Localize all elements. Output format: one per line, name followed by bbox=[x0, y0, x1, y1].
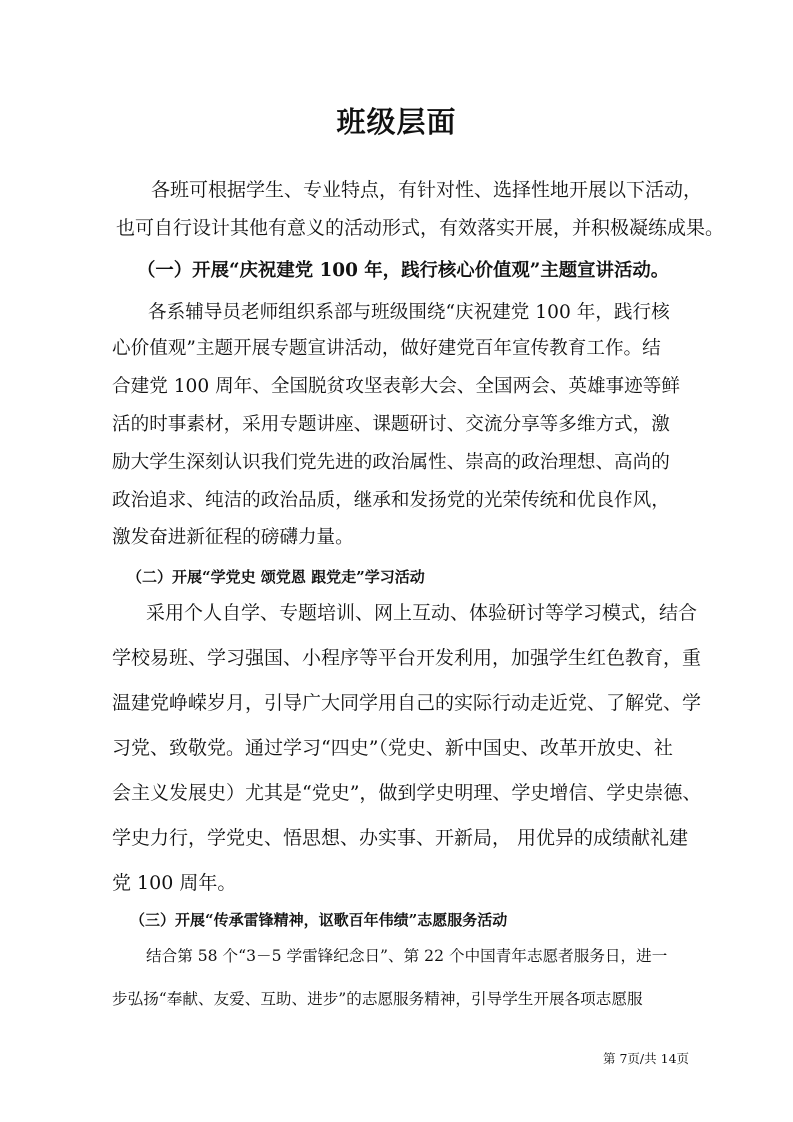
section-1-line: 激发奋进新征程的磅礴力量。 bbox=[112, 527, 354, 548]
section-2-line: 温建党峥嵘岁月，引导广大同学用自己的实际行动走近党、了解党、学 bbox=[112, 692, 702, 714]
section-2-heading: （二）开展“学党史 颂党恩 跟党走”学习活动 bbox=[127, 568, 425, 586]
section-1-line: 政治追求、纯洁的政治品质，继承和发扬党的光荣传统和优良作风， bbox=[112, 490, 670, 511]
section-2-line: 采用个人自学、专题培训、网上互动、体验研讨等学习模式，结合 bbox=[146, 602, 698, 624]
section-1-line: 各系辅导员老师组织系部与班级围绕“庆祝建党 100 年，践行核 bbox=[148, 302, 670, 323]
section-2-line: 学史力行，学党史、悟思想、办实事、开新局， 用优异的成绩献礼建 bbox=[112, 827, 689, 849]
section-1-line: 励大学生深刻认识我们党先进的政治属性、崇高的政治理想、高尚的 bbox=[112, 452, 670, 473]
section-2-line: 学校易班、学习强国、小程序等平台开发利用，加强学生红色教育，重 bbox=[112, 647, 702, 669]
section-1-line: 心价值观”主题开展专题宣讲活动，做好建党百年宣传教育工作。结 bbox=[112, 338, 661, 359]
section-2-line: 党 100 周年。 bbox=[112, 872, 237, 894]
section-3-line: 结合第 58 个“3－5 学雷锋纪念日”、第 22 个中国青年志愿者服务日，进一 bbox=[146, 947, 668, 965]
section-3-line: 步弘扬“奉献、友爱、互助、进步”的志愿服务精神，引导学生开展各项志愿服 bbox=[112, 990, 643, 1008]
section-1-line: 合建党 100 周年、全国脱贫攻坚表彰大会、全国两会、英雄事迹等鲜 bbox=[112, 376, 680, 397]
section-2-line: 习党、致敬党。通过学习“四史”（党史、新中国史、改革开放史、社 bbox=[112, 737, 673, 759]
page-number: 第 7页/共 14页 bbox=[603, 1051, 690, 1066]
section-3-heading: （三）开展“传承雷锋精神，讴歌百年伟绩”志愿服务活动 bbox=[130, 911, 508, 929]
page-title: 班级层面 bbox=[336, 105, 457, 139]
section-2-line: 会主义发展史）尤其是“党史”，做到学史明理、学史增信、学史崇德、 bbox=[112, 782, 702, 804]
intro-line-2: 也可自行设计其他有意义的活动形式，有效落实开展，并积极凝练成果。 bbox=[116, 217, 725, 239]
section-1-line: 活的时事素材，采用专题讲座、课题研讨、交流分享等多维方式，激 bbox=[112, 414, 670, 435]
section-1-heading: （一）开展“庆祝建党 100 年，践行核心价值观”主题宣讲活动。 bbox=[137, 260, 670, 281]
intro-line-1: 各班可根据学生、专业特点，有针对性、选择性地开展以下活动， bbox=[151, 179, 703, 201]
